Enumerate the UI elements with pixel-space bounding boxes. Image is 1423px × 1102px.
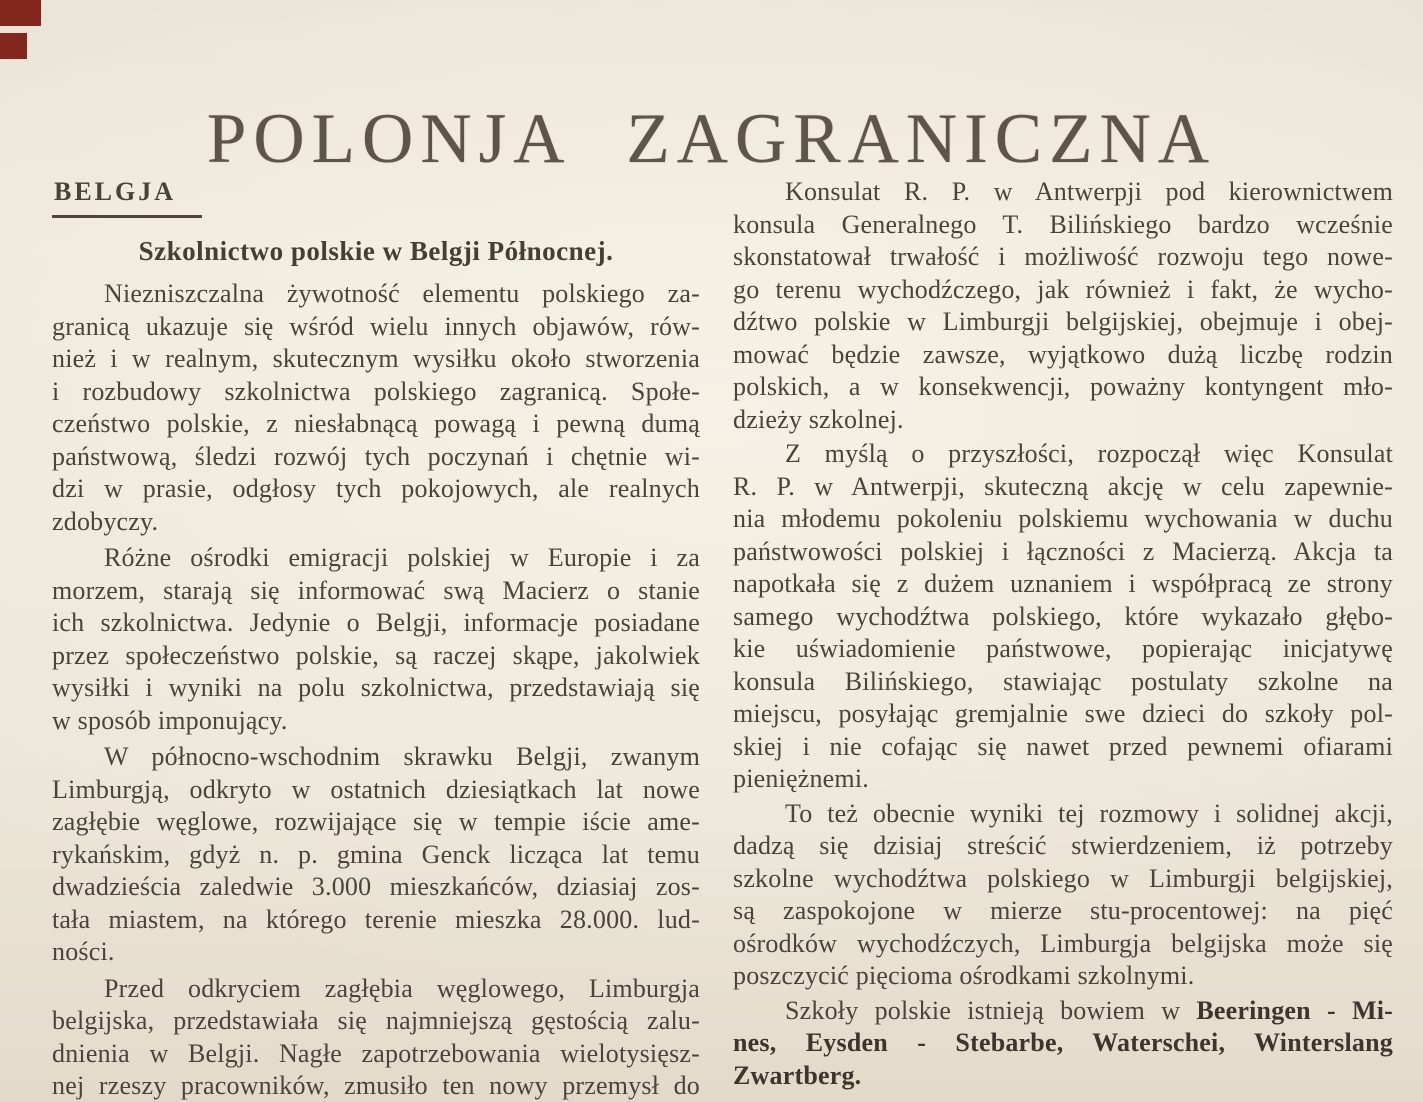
text-line: granicą ukazuje się wśród wielu innych objawów, rów- bbox=[52, 311, 700, 341]
text-line: miejscu, posyłając gremjalnie swe dzieci do szkoły pol- bbox=[733, 699, 1393, 728]
text-line: dnienia w Belgji. Nagłe zapotrzebowania wielotysięsz- bbox=[52, 1038, 700, 1068]
text-line: To też obecnie wyniki tej rozmowy i solidnej akcji, bbox=[785, 798, 1393, 828]
text-line: przez społeczeństwo polskie, są raczej skąpe, jakolwiek bbox=[52, 640, 700, 670]
text-line: państwową, śledzi rozwój tych poczynań i chętnie wi- bbox=[52, 441, 700, 471]
text-line: belgijska, przedstawiała się najmniejszą gęstością zalu- bbox=[52, 1006, 700, 1035]
text-line: Zwartberg. bbox=[733, 1060, 862, 1090]
text-line: konsula Bilińskiego, stawiając postulaty szkolne na bbox=[733, 666, 1393, 696]
text-line: skonstatował trwałość i możliwość rozwoju tego nowe- bbox=[733, 242, 1393, 271]
text-line: mować będzie zawsze, wyjątkowo dużą liczbę rodzin bbox=[733, 339, 1393, 369]
text-line: nież i w realnym, skutecznym wysiłku około stworzenia bbox=[52, 344, 700, 373]
right-column bbox=[733, 176, 1393, 1094]
red-ink-mark bbox=[0, 0, 41, 26]
text-line: napotkała się z dużem uznaniem i współpracą ze strony bbox=[733, 569, 1393, 598]
text-line: pieniężnemi. bbox=[733, 764, 869, 793]
text-line: Z myślą o przyszłości, rozpoczął więc Konsulat bbox=[785, 439, 1393, 468]
paragraph bbox=[52, 973, 700, 1102]
text-line: konsula Generalnego T. Bilińskiego bardzo wcześnie bbox=[733, 209, 1393, 239]
text-line: dźtwo polskie w Limburgji belgijskiej, obejmuje i obej- bbox=[733, 307, 1393, 336]
text-line: Przed odkryciem zagłębia węglowego, Limburgja bbox=[104, 973, 700, 1003]
text-line: wysiłki i wyniki na polu szkolnictwa, przedstawiają się bbox=[52, 673, 700, 702]
text-line: morzem, starają się informować swą Macierz o stanie bbox=[52, 575, 700, 605]
paragraph bbox=[733, 176, 1393, 436]
text-line: Limburgją, odkryto w ostatnich dziesiątkach lat nowe bbox=[52, 774, 700, 804]
paragraph bbox=[733, 438, 1393, 796]
text-line: dzieży szkolnej. bbox=[733, 404, 904, 434]
text-line: ośrodków wychodźczych, Limburgja belgijska może się bbox=[733, 928, 1393, 958]
paragraph bbox=[52, 741, 700, 969]
paragraph bbox=[733, 798, 1393, 993]
text-line: dwadzieścia zaledwie 3.000 mieszkańców, dziasiaj zos- bbox=[52, 872, 700, 901]
text-line: W północno-wschodnim skrawku Belgji, zwanym bbox=[104, 742, 700, 771]
text-line: dadzą się dzisiaj streścić stwierdzeniem, iż potrzeby bbox=[733, 831, 1393, 860]
text-line: Szkoły polskie istnieją bowiem w Beeringen - Mi- bbox=[785, 995, 1393, 1025]
text-line: rykańskim, gdyż n. p. gmina Genck licząca lat temu bbox=[52, 839, 700, 869]
text-line: R. P. w Antwerpji, skuteczną akcję w celu zapewnie- bbox=[733, 471, 1393, 501]
text-line: zagłębie węglowe, rozwijające się w tempie iście ame- bbox=[52, 807, 700, 836]
text-line: ności. bbox=[52, 937, 115, 966]
text-line: w sposób imponujący. bbox=[52, 705, 288, 735]
text-line: skiej i nie cofając się nawet przed pewnemi ofiarami bbox=[733, 731, 1393, 761]
text-line: kie uświadomienie państwowe, popierając inicjatywę bbox=[733, 634, 1393, 663]
text-line: go terenu wychodźczego, jak również i fakt, że wycho- bbox=[733, 274, 1393, 304]
text-line: poszczycić pięcioma ośrodkami szkolnymi. bbox=[733, 961, 1195, 990]
text-line: ich szkolnictwa. Jedynie o Belgji, informacje posiadane bbox=[52, 608, 700, 637]
text-line: samego wychodźtwa polskiego, które wykazało głębo- bbox=[733, 601, 1393, 631]
left-column bbox=[52, 176, 700, 1102]
page-title: POLONJA ZAGRANICZNA bbox=[206, 99, 1217, 178]
section-label-wrap bbox=[52, 176, 700, 227]
section-label-belgja: BELGJA bbox=[52, 176, 202, 218]
text-line: polskich, a w konsekwencji, poważny kontyngent mło- bbox=[733, 372, 1393, 401]
text-line: czeństwo polskie, z niesłabnącą powagą i pewną dumą bbox=[52, 409, 700, 438]
text-line: szkolne wychodźtwa polskiego w Limburgji belgijskiej, bbox=[733, 863, 1393, 893]
text-line: państwowości polskiej i łączności z Macierzą. Akcja ta bbox=[733, 536, 1393, 566]
text-line: dzi w prasie, odgłosy tych pokojowych, ale realnych bbox=[52, 474, 700, 503]
text-line: zdobyczy. bbox=[52, 506, 159, 536]
text-line: są zaspokojone w mierze stu-procentowej: na pięć bbox=[733, 896, 1393, 925]
paragraph bbox=[52, 542, 700, 737]
text-line: i rozbudowy szkolnictwa polskiego zagranicą. Społe- bbox=[52, 376, 700, 406]
text-line: nia młodemu pokoleniu polskiemu wychowania w duchu bbox=[733, 504, 1393, 533]
text-line: nej rzeszy pracowników, zmusiło ten nowy przemysł do bbox=[52, 1071, 700, 1100]
paragraph bbox=[733, 995, 1393, 1093]
text-line: Niezniszczalna żywotność elementu polskiego za- bbox=[104, 279, 700, 308]
text-line: tała miastem, na którego terenie mieszka 28.000. lud- bbox=[52, 904, 700, 934]
text-line: Różne ośrodki emigracji polskiej w Europie i za bbox=[104, 543, 700, 572]
article-heading: Szkolnictwo polskie w Belgji Północnej. bbox=[138, 235, 614, 266]
text-line: Konsulat R. P. w Antwerpji pod kierownictwem bbox=[785, 177, 1393, 206]
text-line: nes, Eysden - Stebarbe, Waterschei, Winterslang bbox=[733, 1028, 1393, 1057]
paragraph bbox=[52, 278, 700, 538]
red-ink-mark bbox=[0, 33, 27, 59]
